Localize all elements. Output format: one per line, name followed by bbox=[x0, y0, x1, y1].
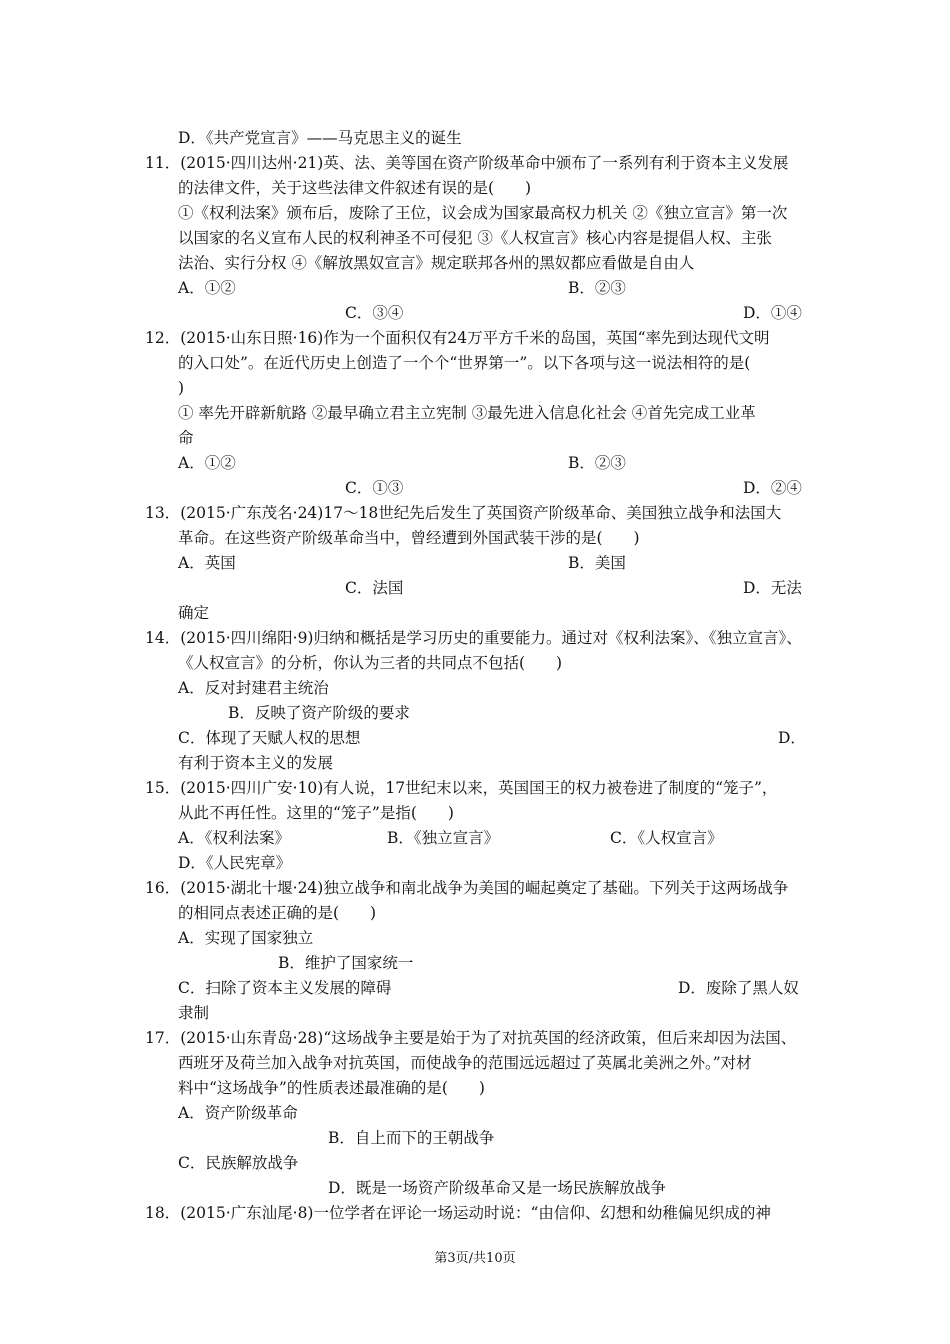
q12-option-a: A．①② bbox=[178, 454, 236, 472]
q12-option-d: D．②④ bbox=[743, 479, 802, 497]
q13-option-d-cont: 确定 bbox=[178, 604, 210, 622]
q11-option-a: A．①② bbox=[178, 279, 236, 297]
q15-line-2: 从此不再任性。这里的“笼子”是指( ) bbox=[178, 804, 454, 822]
q12-line-5: 命 bbox=[178, 429, 194, 447]
q14-option-c: C．体现了天赋人权的思想 bbox=[178, 729, 361, 747]
page-footer: 第3页/共10页 bbox=[434, 1251, 516, 1266]
q15-option-d: D．《人民宪章》 bbox=[178, 854, 292, 872]
q14-line-1: 14．(2015·四川绵阳·9)归纳和概括是学习历史的重要能力。通过对《权利法案》、《独立宣言》、 bbox=[145, 629, 802, 647]
q14-line-2: 《人权宣言》的分析，你认为三者的共同点不包括( ) bbox=[178, 654, 563, 672]
q12-line-1: 12．(2015·山东日照·16)作为一个面积仅有24万平方千米的岛国，英国“率先到达现代文明 bbox=[145, 329, 770, 347]
q16-option-c: C．扫除了资本主义发展的障碍 bbox=[178, 979, 392, 997]
q12-line-4: ① 率先开辟新航路 ②最早确立君主立宪制 ③最先进入信息化社会 ④首先完成工业革 bbox=[178, 404, 756, 422]
q16-line-2: 的相同点表述正确的是( ) bbox=[178, 904, 377, 922]
q16-option-b: B．维护了国家统一 bbox=[278, 954, 414, 972]
q16-option-a: A．实现了国家独立 bbox=[178, 929, 314, 947]
q11-line-1: 11．(2015·四川达州·21)英、法、美等国在资产阶级革命中颁布了一系列有利于资本主义发展 bbox=[145, 154, 789, 172]
q12-option-b: B．②③ bbox=[568, 454, 626, 472]
prev-option-d: D．《共产党宣言》——马克思主义的诞生 bbox=[178, 129, 462, 147]
q17-option-a: A．资产阶级革命 bbox=[178, 1104, 298, 1122]
q17-line-3: 料中“这场战争”的性质表述最准确的是( ) bbox=[178, 1079, 485, 1097]
q17-option-c: C．民族解放战争 bbox=[178, 1154, 299, 1172]
q15-option-b: B．《独立宣言》 bbox=[387, 829, 500, 847]
q13-option-d: D．无法 bbox=[743, 579, 802, 597]
q12-line-3: ) bbox=[178, 379, 185, 397]
q11-line-3: ①《权利法案》颁布后，废除了王位，议会成为国家最高权力机关 ②《独立宣言》第一次 bbox=[178, 204, 788, 222]
q14-option-a: A．反对封建君主统治 bbox=[178, 679, 329, 697]
q17-line-1: 17．(2015·山东青岛·28)“这场战争主要是始于为了对抗英国的经济政策，但后来却因为法国、 bbox=[145, 1029, 797, 1047]
q18-line-1: 18．(2015·广东汕尾·8)一位学者在评论一场运动时说：“由信仰、幻想和幼稚偏见织成的神 bbox=[145, 1204, 771, 1222]
q11-option-c: C．③④ bbox=[345, 304, 404, 322]
q13-option-c: C．法国 bbox=[345, 579, 404, 597]
q11-line-5: 法治、实行分权 ④《解放黑奴宣言》规定联邦各州的黑奴都应看做是自由人 bbox=[178, 254, 695, 272]
q14-option-d-cont: 有利于资本主义的发展 bbox=[178, 754, 334, 772]
q17-line-2: 西班牙及荷兰加入战争对抗英国，而使战争的范围远远超过了英属北美洲之外。”对材 bbox=[178, 1054, 752, 1072]
q13-option-b: B．美国 bbox=[568, 554, 626, 572]
q11-line-2: 的法律文件，关于这些法律文件叙述有误的是( ) bbox=[178, 179, 532, 197]
q12-line-2: 的入口处”。在近代历史上创造了一个个“世界第一”。以下各项与这一说法相符的是( bbox=[178, 354, 751, 372]
q16-line-1: 16．(2015·湖北十堰·24)独立战争和南北战争为美国的崛起奠定了基础。下列关于这两场战争 bbox=[145, 879, 789, 897]
q17-option-b: B．自上而下的王朝战争 bbox=[328, 1129, 495, 1147]
q11-line-4: 以国家的名义宣布人民的权利神圣不可侵犯 ③《人权宣言》核心内容是提倡人权、主张 bbox=[178, 229, 772, 247]
q14-option-b: B．反映了资产阶级的要求 bbox=[228, 704, 410, 722]
q17-option-d: D．既是一场资产阶级革命又是一场民族解放战争 bbox=[328, 1179, 666, 1197]
q12-option-c: C．①③ bbox=[345, 479, 404, 497]
q16-option-d: D．废除了黑人奴 bbox=[678, 979, 799, 997]
q13-line-2: 革命。在这些资产阶级革命当中，曾经遭到外国武装干涉的是( ) bbox=[178, 529, 640, 547]
q15-option-a: A．《权利法案》 bbox=[178, 829, 290, 847]
q15-option-c: C．《人权宣言》 bbox=[610, 829, 723, 847]
q13-line-1: 13．(2015·广东茂名·24)17～18世纪先后发生了英国资产阶级革命、美国独立战争和法国大 bbox=[145, 504, 782, 522]
q11-option-d: D．①④ bbox=[743, 304, 802, 322]
q11-option-b: B．②③ bbox=[568, 279, 626, 297]
q13-option-a: A．英国 bbox=[178, 554, 236, 572]
q16-option-d-cont: 隶制 bbox=[178, 1004, 210, 1022]
q15-line-1: 15．(2015·四川广安·10)有人说，17世纪末以来，英国国王的权力被卷进了制度的“笼子”， bbox=[145, 779, 778, 797]
q14-option-d: D． bbox=[778, 729, 806, 747]
